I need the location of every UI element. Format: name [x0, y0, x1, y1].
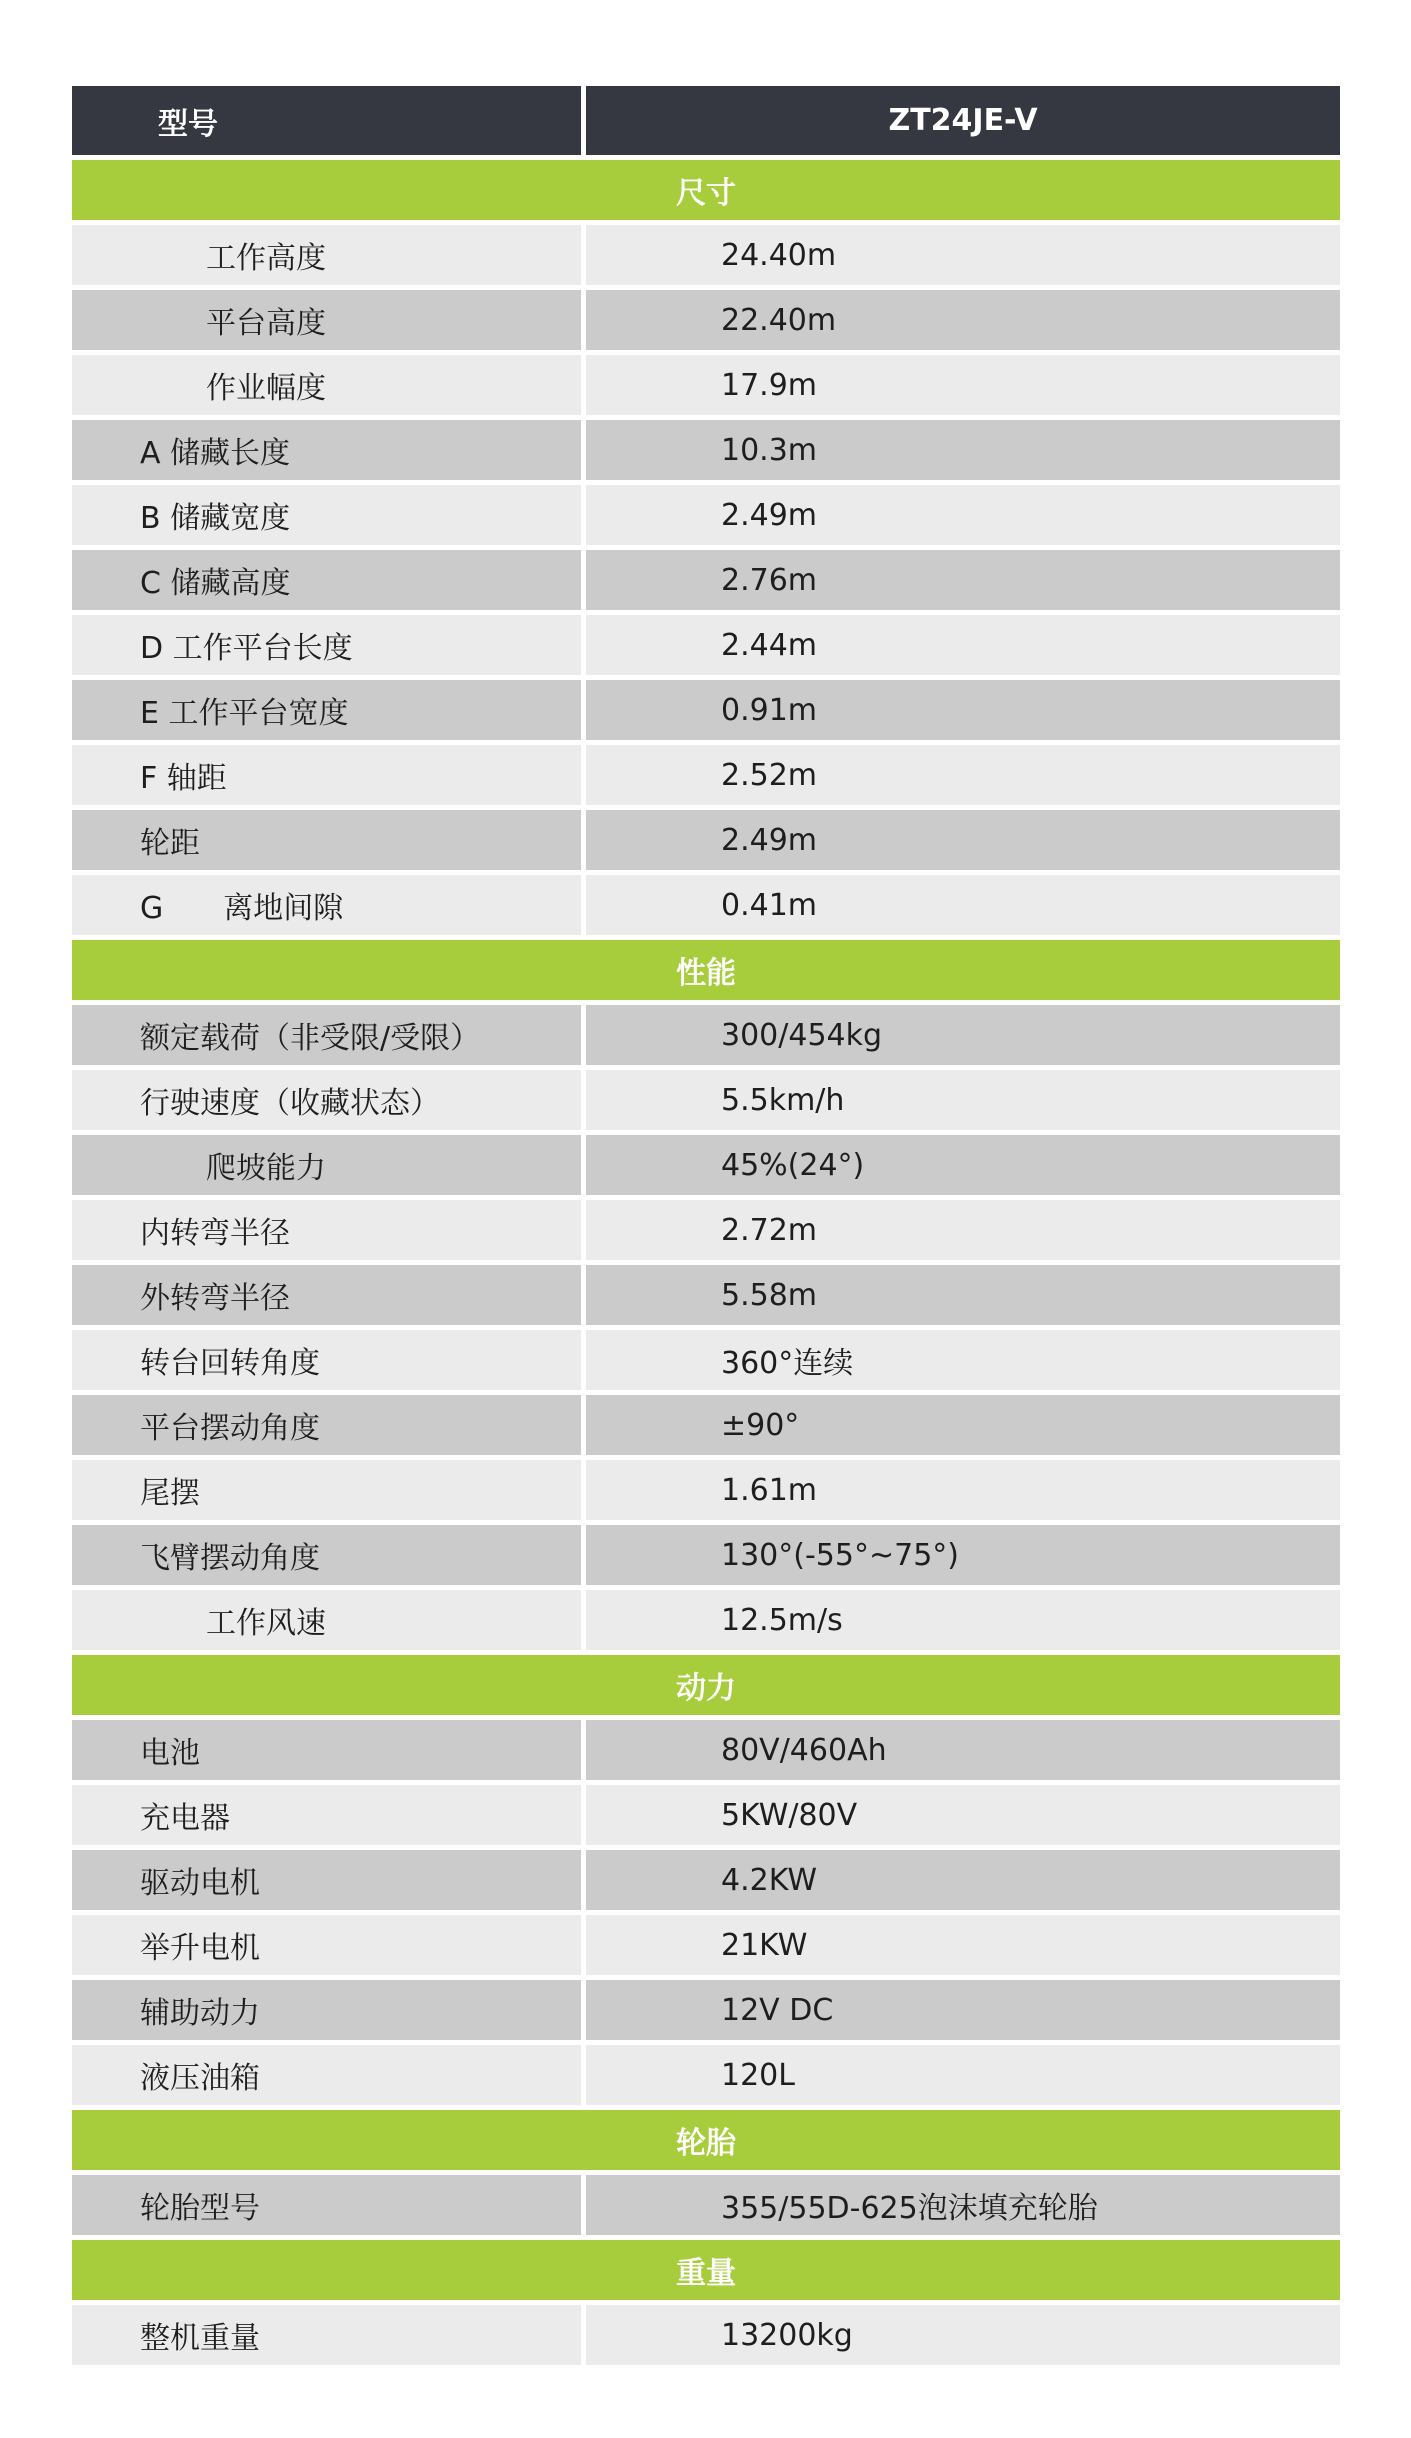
- spec-label: B 储藏宽度: [72, 485, 581, 545]
- spec-row: [72, 2305, 1340, 2365]
- spec-value: 4.2KW: [586, 1850, 1340, 1910]
- spec-label: 飞臂摆动角度: [72, 1525, 581, 1585]
- spec-row: [72, 355, 1340, 415]
- spec-row: [72, 1980, 1340, 2040]
- spec-value: 10.3m: [586, 420, 1340, 480]
- spec-label: 爬坡能力: [72, 1135, 581, 1195]
- spec-row: [72, 1590, 1340, 1650]
- spec-value: 2.76m: [586, 550, 1340, 610]
- spec-row: [72, 1330, 1340, 1390]
- spec-value: 0.91m: [586, 680, 1340, 740]
- spec-row: [72, 1265, 1340, 1325]
- spec-row: [72, 290, 1340, 350]
- spec-label: C 储藏高度: [72, 550, 581, 610]
- spec-value: 45%(24°): [586, 1135, 1340, 1195]
- spec-row: [72, 1850, 1340, 1910]
- header-model: ZT24JE-V: [586, 86, 1340, 155]
- spec-label: F 轴距: [72, 745, 581, 805]
- spec-row: [72, 1460, 1340, 1520]
- spec-label: 外转弯半径: [72, 1265, 581, 1325]
- spec-label: 工作高度: [72, 225, 581, 285]
- spec-row: [72, 550, 1340, 610]
- spec-row: [72, 745, 1340, 805]
- spec-value: 2.49m: [586, 810, 1340, 870]
- spec-value: 2.44m: [586, 615, 1340, 675]
- spec-row: [72, 1395, 1340, 1455]
- spec-label: 充电器: [72, 1785, 581, 1845]
- spec-value: 22.40m: [586, 290, 1340, 350]
- spec-table: [72, 86, 1340, 2370]
- spec-row: [72, 680, 1340, 740]
- spec-label: 额定载荷（非受限/受限）: [72, 1005, 581, 1065]
- spec-sections: [72, 160, 1340, 2365]
- spec-value: 5.5km/h: [586, 1070, 1340, 1130]
- spec-value: 300/454kg: [586, 1005, 1340, 1065]
- spec-label: 行驶速度（收藏状态）: [72, 1070, 581, 1130]
- spec-label: 工作风速: [72, 1590, 581, 1650]
- spec-label: 轮胎型号: [72, 2175, 581, 2235]
- section-header: 尺寸: [72, 160, 1340, 220]
- spec-value: 80V/460Ah: [586, 1720, 1340, 1780]
- spec-label: 平台摆动角度: [72, 1395, 581, 1455]
- spec-row: [72, 615, 1340, 675]
- spec-label: 液压油箱: [72, 2045, 581, 2105]
- spec-label: 轮距: [72, 810, 581, 870]
- spec-value: 12.5m/s: [586, 1590, 1340, 1650]
- spec-label: 辅助动力: [72, 1980, 581, 2040]
- spec-row: [72, 875, 1340, 935]
- spec-value: 360°连续: [586, 1330, 1340, 1390]
- spec-label: E 工作平台宽度: [72, 680, 581, 740]
- spec-label: 平台高度: [72, 290, 581, 350]
- spec-row: [72, 420, 1340, 480]
- spec-value: 2.49m: [586, 485, 1340, 545]
- spec-value: 17.9m: [586, 355, 1340, 415]
- spec-value: 120L: [586, 2045, 1340, 2105]
- spec-row: [72, 1200, 1340, 1260]
- spec-value: 2.72m: [586, 1200, 1340, 1260]
- spec-label: 内转弯半径: [72, 1200, 581, 1260]
- header-label: 型号: [72, 86, 581, 155]
- spec-row: [72, 485, 1340, 545]
- section-header: 性能: [72, 940, 1340, 1000]
- spec-row: [72, 2175, 1340, 2235]
- spec-value: 24.40m: [586, 225, 1340, 285]
- spec-label: 尾摆: [72, 1460, 581, 1520]
- section-header: 轮胎: [72, 2110, 1340, 2170]
- spec-row: [72, 2045, 1340, 2105]
- spec-row: [72, 1915, 1340, 1975]
- spec-row: [72, 810, 1340, 870]
- spec-row: [72, 1785, 1340, 1845]
- section-header: 动力: [72, 1655, 1340, 1715]
- spec-label: A 储藏长度: [72, 420, 581, 480]
- spec-label: 驱动电机: [72, 1850, 581, 1910]
- section-header: 重量: [72, 2240, 1340, 2300]
- spec-value: 0.41m: [586, 875, 1340, 935]
- spec-value: 2.52m: [586, 745, 1340, 805]
- spec-value: 130°(-55°~75°): [586, 1525, 1340, 1585]
- spec-value: 12V DC: [586, 1980, 1340, 2040]
- spec-label: D 工作平台长度: [72, 615, 581, 675]
- spec-value: 21KW: [586, 1915, 1340, 1975]
- spec-value: 5.58m: [586, 1265, 1340, 1325]
- spec-value: 1.61m: [586, 1460, 1340, 1520]
- spec-row: [72, 1525, 1340, 1585]
- header-row: [72, 86, 1340, 155]
- spec-label: G 离地间隙: [72, 875, 581, 935]
- spec-label: 电池: [72, 1720, 581, 1780]
- spec-row: [72, 1135, 1340, 1195]
- spec-value: 5KW/80V: [586, 1785, 1340, 1845]
- spec-row: [72, 1070, 1340, 1130]
- spec-label: 举升电机: [72, 1915, 581, 1975]
- spec-value: 355/55D-625泡沫填充轮胎: [586, 2175, 1340, 2235]
- spec-value: ±90°: [586, 1395, 1340, 1455]
- spec-label: 转台回转角度: [72, 1330, 581, 1390]
- spec-row: [72, 1720, 1340, 1780]
- spec-value: 13200kg: [586, 2305, 1340, 2365]
- spec-label: 整机重量: [72, 2305, 581, 2365]
- spec-row: [72, 1005, 1340, 1065]
- spec-row: [72, 225, 1340, 285]
- spec-label: 作业幅度: [72, 355, 581, 415]
